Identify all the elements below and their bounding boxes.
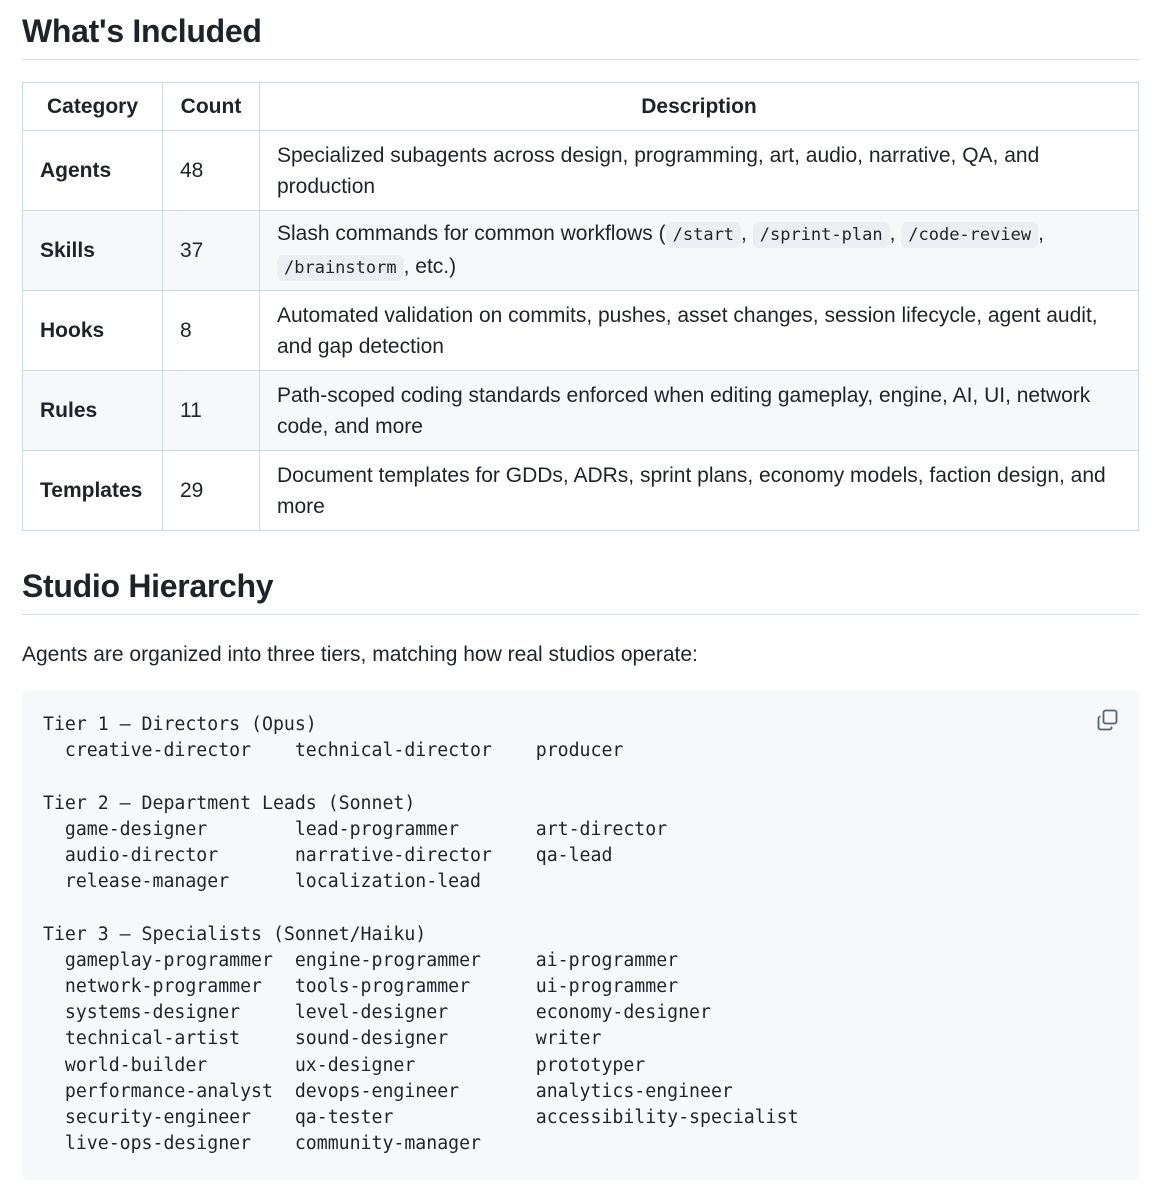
included-table — [22, 82, 1139, 531]
hierarchy-code[interactable]: Tier 1 — Directors (Opus) creative-director technical-director producer Tier 2 — Department Leads (Sonnet) game-designer lead-programmer art-director audio-director narrative-director qa-lead release-manager localization-lead Tier 3 — Specialists (Sonnet/Haiku) gameplay-programmer engine-programmer ai-programmer network-programmer tools-programmer ui-programmer systems-designer level-designer economy-designer technical-artist sound-designer writer world-builder ux-designer prototyper performance-analyst devops-engineer analytics-engineer security-engineer qa-tester accessibility-specialist live-ops-designer community-manager — [43, 714, 799, 1155]
row-count: 8 — [163, 291, 260, 371]
row-description: Document templates for GDDs, ADRs, sprint plans, economy models, faction design, and more — [260, 451, 1139, 531]
copy-icon-graphic — [1095, 707, 1121, 733]
header-count: Count — [163, 83, 260, 131]
table-row — [23, 211, 1139, 291]
table-row — [23, 371, 1139, 451]
header-description: Description — [260, 83, 1139, 131]
row-description: Specialized subagents across design, programming, art, audio, narrative, QA, and production — [260, 131, 1139, 211]
description-prefix: Slash commands for common workflows ( — [277, 221, 666, 245]
inline-code-code-review: /code-review — [901, 222, 1038, 248]
row-category: Skills — [23, 211, 163, 291]
hierarchy-code-block — [22, 691, 1139, 1180]
row-category: Hooks — [23, 291, 163, 371]
inline-code-start: /start — [666, 222, 741, 248]
table-row — [23, 451, 1139, 531]
row-category: Templates — [23, 451, 163, 531]
row-count: 48 — [163, 131, 260, 211]
row-count: 11 — [163, 371, 260, 451]
table-header-row — [23, 83, 1139, 131]
inline-code-sprint-plan: /sprint-plan — [753, 222, 890, 248]
row-category: Rules — [23, 371, 163, 451]
row-description: Path-scoped coding standards enforced when editing gameplay, engine, AI, UI, network code, and more — [260, 371, 1139, 451]
header-category: Category — [23, 83, 163, 131]
row-category: Agents — [23, 131, 163, 211]
row-description: Automated validation on commits, pushes, asset changes, session lifecycle, agent audit, and gap detection — [260, 291, 1139, 371]
inline-code-brainstorm: /brainstorm — [277, 255, 404, 281]
row-count: 29 — [163, 451, 260, 531]
hierarchy-intro: Agents are organized into three tiers, matching how real studios operate: — [22, 643, 698, 666]
heading-divider — [22, 59, 1139, 60]
whats-included-heading: What's Included — [22, 13, 262, 49]
heading-divider — [22, 614, 1139, 615]
row-description: Slash commands for common workflows ( /start , /sprint-plan , /code-review , /brainstorm , etc.) — [260, 211, 1139, 291]
row-count: 37 — [163, 211, 260, 291]
table-row — [23, 131, 1139, 211]
description-suffix: , etc.) — [403, 254, 457, 278]
studio-hierarchy-heading: Studio Hierarchy — [22, 568, 274, 604]
copy-icon[interactable] — [1095, 707, 1121, 733]
table-row — [23, 291, 1139, 371]
